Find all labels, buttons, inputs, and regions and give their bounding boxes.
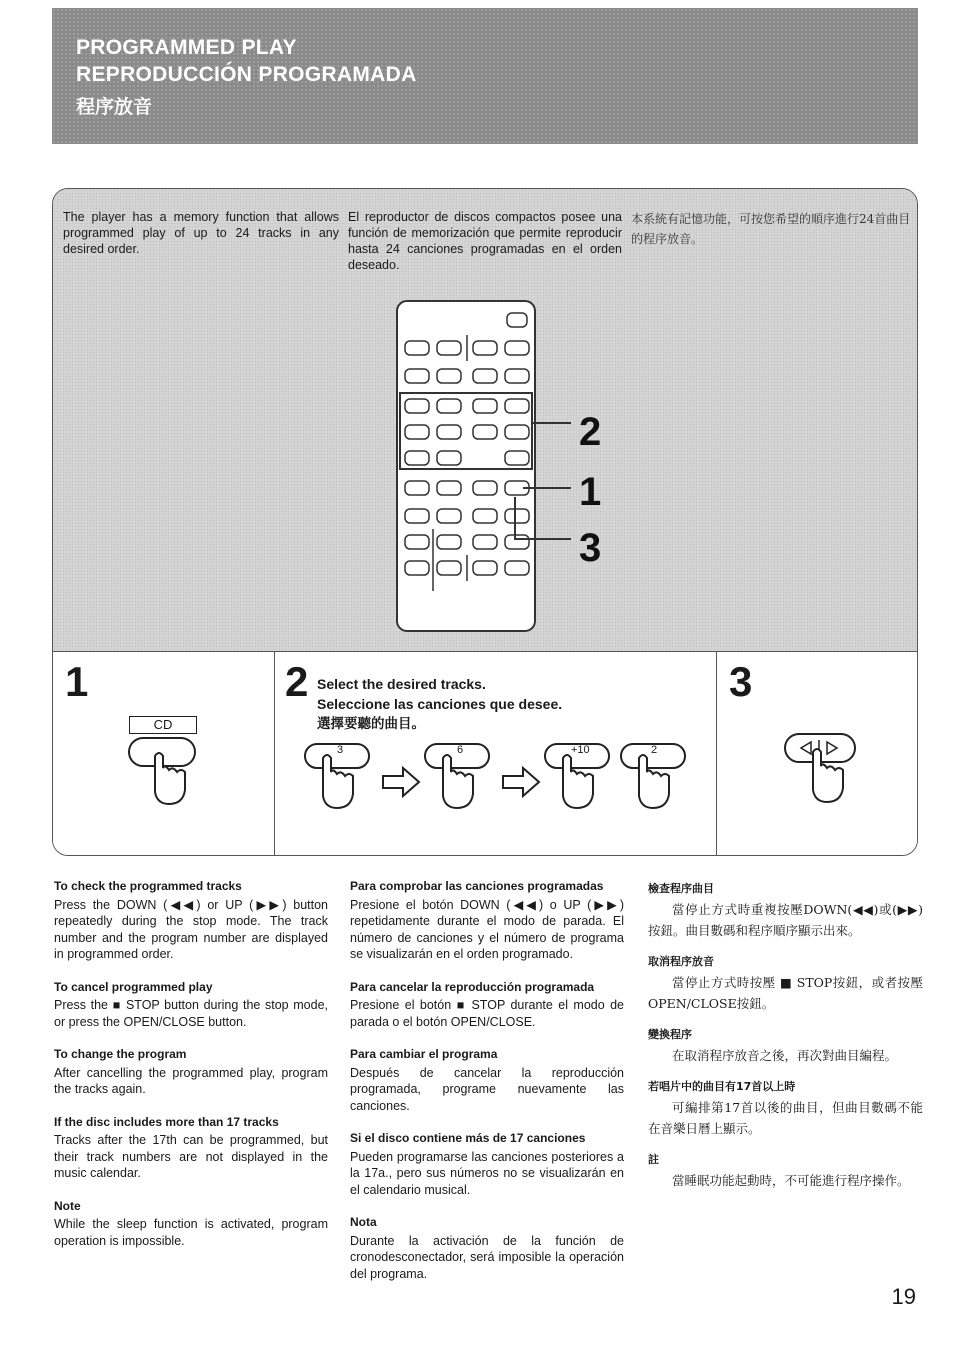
intro-en: The player has a memory function that allows programmed play of up to 24 tracks in any desired order. (63, 210, 339, 256)
title-es: REPRODUCCIÓN PROGRAMADA (76, 63, 417, 86)
body-17-zh: 可編排第17首以後的曲目，但曲目數碼不能在音樂日曆上顯示。 (648, 1100, 923, 1136)
heading-note-es: Nota (350, 1215, 377, 1229)
button-label-6: 6 (457, 744, 464, 756)
button-label-plus10: +10 (571, 744, 590, 756)
step-1 (53, 652, 275, 855)
notes-zh (648, 878, 923, 1201)
body-note-en: While the sleep function is activated, program operation is impossible. (54, 1217, 328, 1248)
body-change-zh: 在取消程序放音之後，再次對曲目編程。 (672, 1048, 898, 1063)
heading-check-zh: 檢查程序曲目 (648, 882, 714, 895)
heading-cancel-zh: 取消程序放音 (648, 955, 714, 968)
heading-cancel-en: To cancel programmed play (54, 979, 213, 994)
callout-1: 1 (579, 470, 602, 514)
heading-change-es: Para cambiar el programa (350, 1047, 498, 1061)
step-2-instructions (317, 674, 562, 734)
cd-button-label: CD (129, 716, 197, 734)
body-cancel-zh: 當停止方式時按壓 ■ STOP按鈕，或者按壓OPEN/CLOSE按鈕。 (648, 975, 923, 1011)
intro-zh: 本系統有記憶功能，可按您希望的順序進行24首曲目的程序放音。 (631, 212, 911, 246)
body-17-es: Pueden programarse las canciones posteriores a la 17a., pero sus números no se visualizarán en el calendario musical. (350, 1149, 624, 1197)
body-note-zh: 當睡眠功能起動時，不可能進行程序操作。 (672, 1173, 910, 1188)
body-cancel-es: Presione el botón ■ STOP durante el modo de parada o el botón OPEN/CLOSE. (350, 998, 624, 1029)
step-2 (275, 652, 717, 855)
notes-es (350, 878, 624, 1298)
heading-check-es: Para comprobar las canciones programadas (350, 879, 604, 893)
heading-cancel-es: Para cancelar la reproducción programada (350, 979, 595, 994)
step-3 (717, 652, 917, 855)
step-2-title-en: Select the desired tracks. (317, 676, 486, 692)
header-banner (52, 8, 918, 144)
step-2-number: 2 (285, 658, 309, 705)
button-label-3: 3 (337, 744, 344, 756)
button-label-2: 2 (651, 744, 658, 756)
step-2-title-zh: 選擇要聽的曲目。 (317, 716, 425, 732)
body-check-es: Presione el botón DOWN (◀◀) o UP (▶▶) repetidamente durante el modo de parada. El número de canciones y el número de programa se visualizarán en el orden programado. (350, 897, 624, 961)
heading-change-en: To change the program (54, 1047, 187, 1061)
body-cancel-en: Press the ■ STOP button during the stop mode, or press the OPEN/CLOSE button. (54, 998, 328, 1029)
steps-row (53, 651, 917, 855)
button-sequence (295, 736, 705, 836)
body-change-es: Después de cancelar la reproducción programada, programe nuevamente las canciones. (350, 1065, 624, 1113)
hand-press-icon (125, 732, 205, 812)
play-pause-icon (781, 728, 861, 812)
remote-control-illustration (395, 299, 635, 633)
step-3-number: 3 (729, 658, 753, 705)
title-zh: 程序放音 (76, 96, 153, 118)
notes-en (54, 878, 328, 1265)
body-note-es: Durante la activación de la función de cronodesconectador, será imposible la operación del programa. (350, 1233, 624, 1281)
page-number: 19 (891, 1284, 916, 1309)
heading-change-zh: 變換程序 (648, 1028, 692, 1041)
callout-3: 3 (579, 526, 602, 570)
step-1-number: 1 (65, 658, 89, 705)
heading-17-es: Si el disco contiene más de 17 canciones (350, 1131, 586, 1145)
heading-17-zh: 若唱片中的曲目有17首以上時 (648, 1080, 796, 1093)
intro-es: El reproductor de discos compactos posee una función de memorización que permite reproducir hasta 24 canciones programadas en el orden deseado. (348, 210, 622, 272)
step-2-title-es: Seleccione las canciones que desee. (317, 696, 563, 712)
instruction-panel (52, 188, 918, 856)
heading-note-en: Note (54, 1198, 81, 1213)
body-check-en: Press the DOWN (◀◀) or UP (▶▶) button repeatedly during the stop mode. The track number and the program number are displayed in programmed order. (54, 897, 328, 961)
body-change-en: After cancelling the programmed play, program the tracks again. (54, 1065, 328, 1096)
body-17-en: Tracks after the 17th can be programmed, but their track numbers are not displayed in the music calendar. (54, 1133, 328, 1180)
title-en: PROGRAMMED PLAY (76, 36, 297, 59)
callout-2: 2 (579, 410, 602, 454)
heading-note-zh: 註 (648, 1153, 659, 1166)
heading-check-en: To check the programmed tracks (54, 879, 242, 893)
heading-17-en: If the disc includes more than 17 tracks (54, 1114, 279, 1129)
body-check-zh: 當停止方式時重複按壓DOWN(◀◀)或(▶▶)按鈕。曲目數碼和程序順序顯示出來。 (648, 902, 923, 938)
